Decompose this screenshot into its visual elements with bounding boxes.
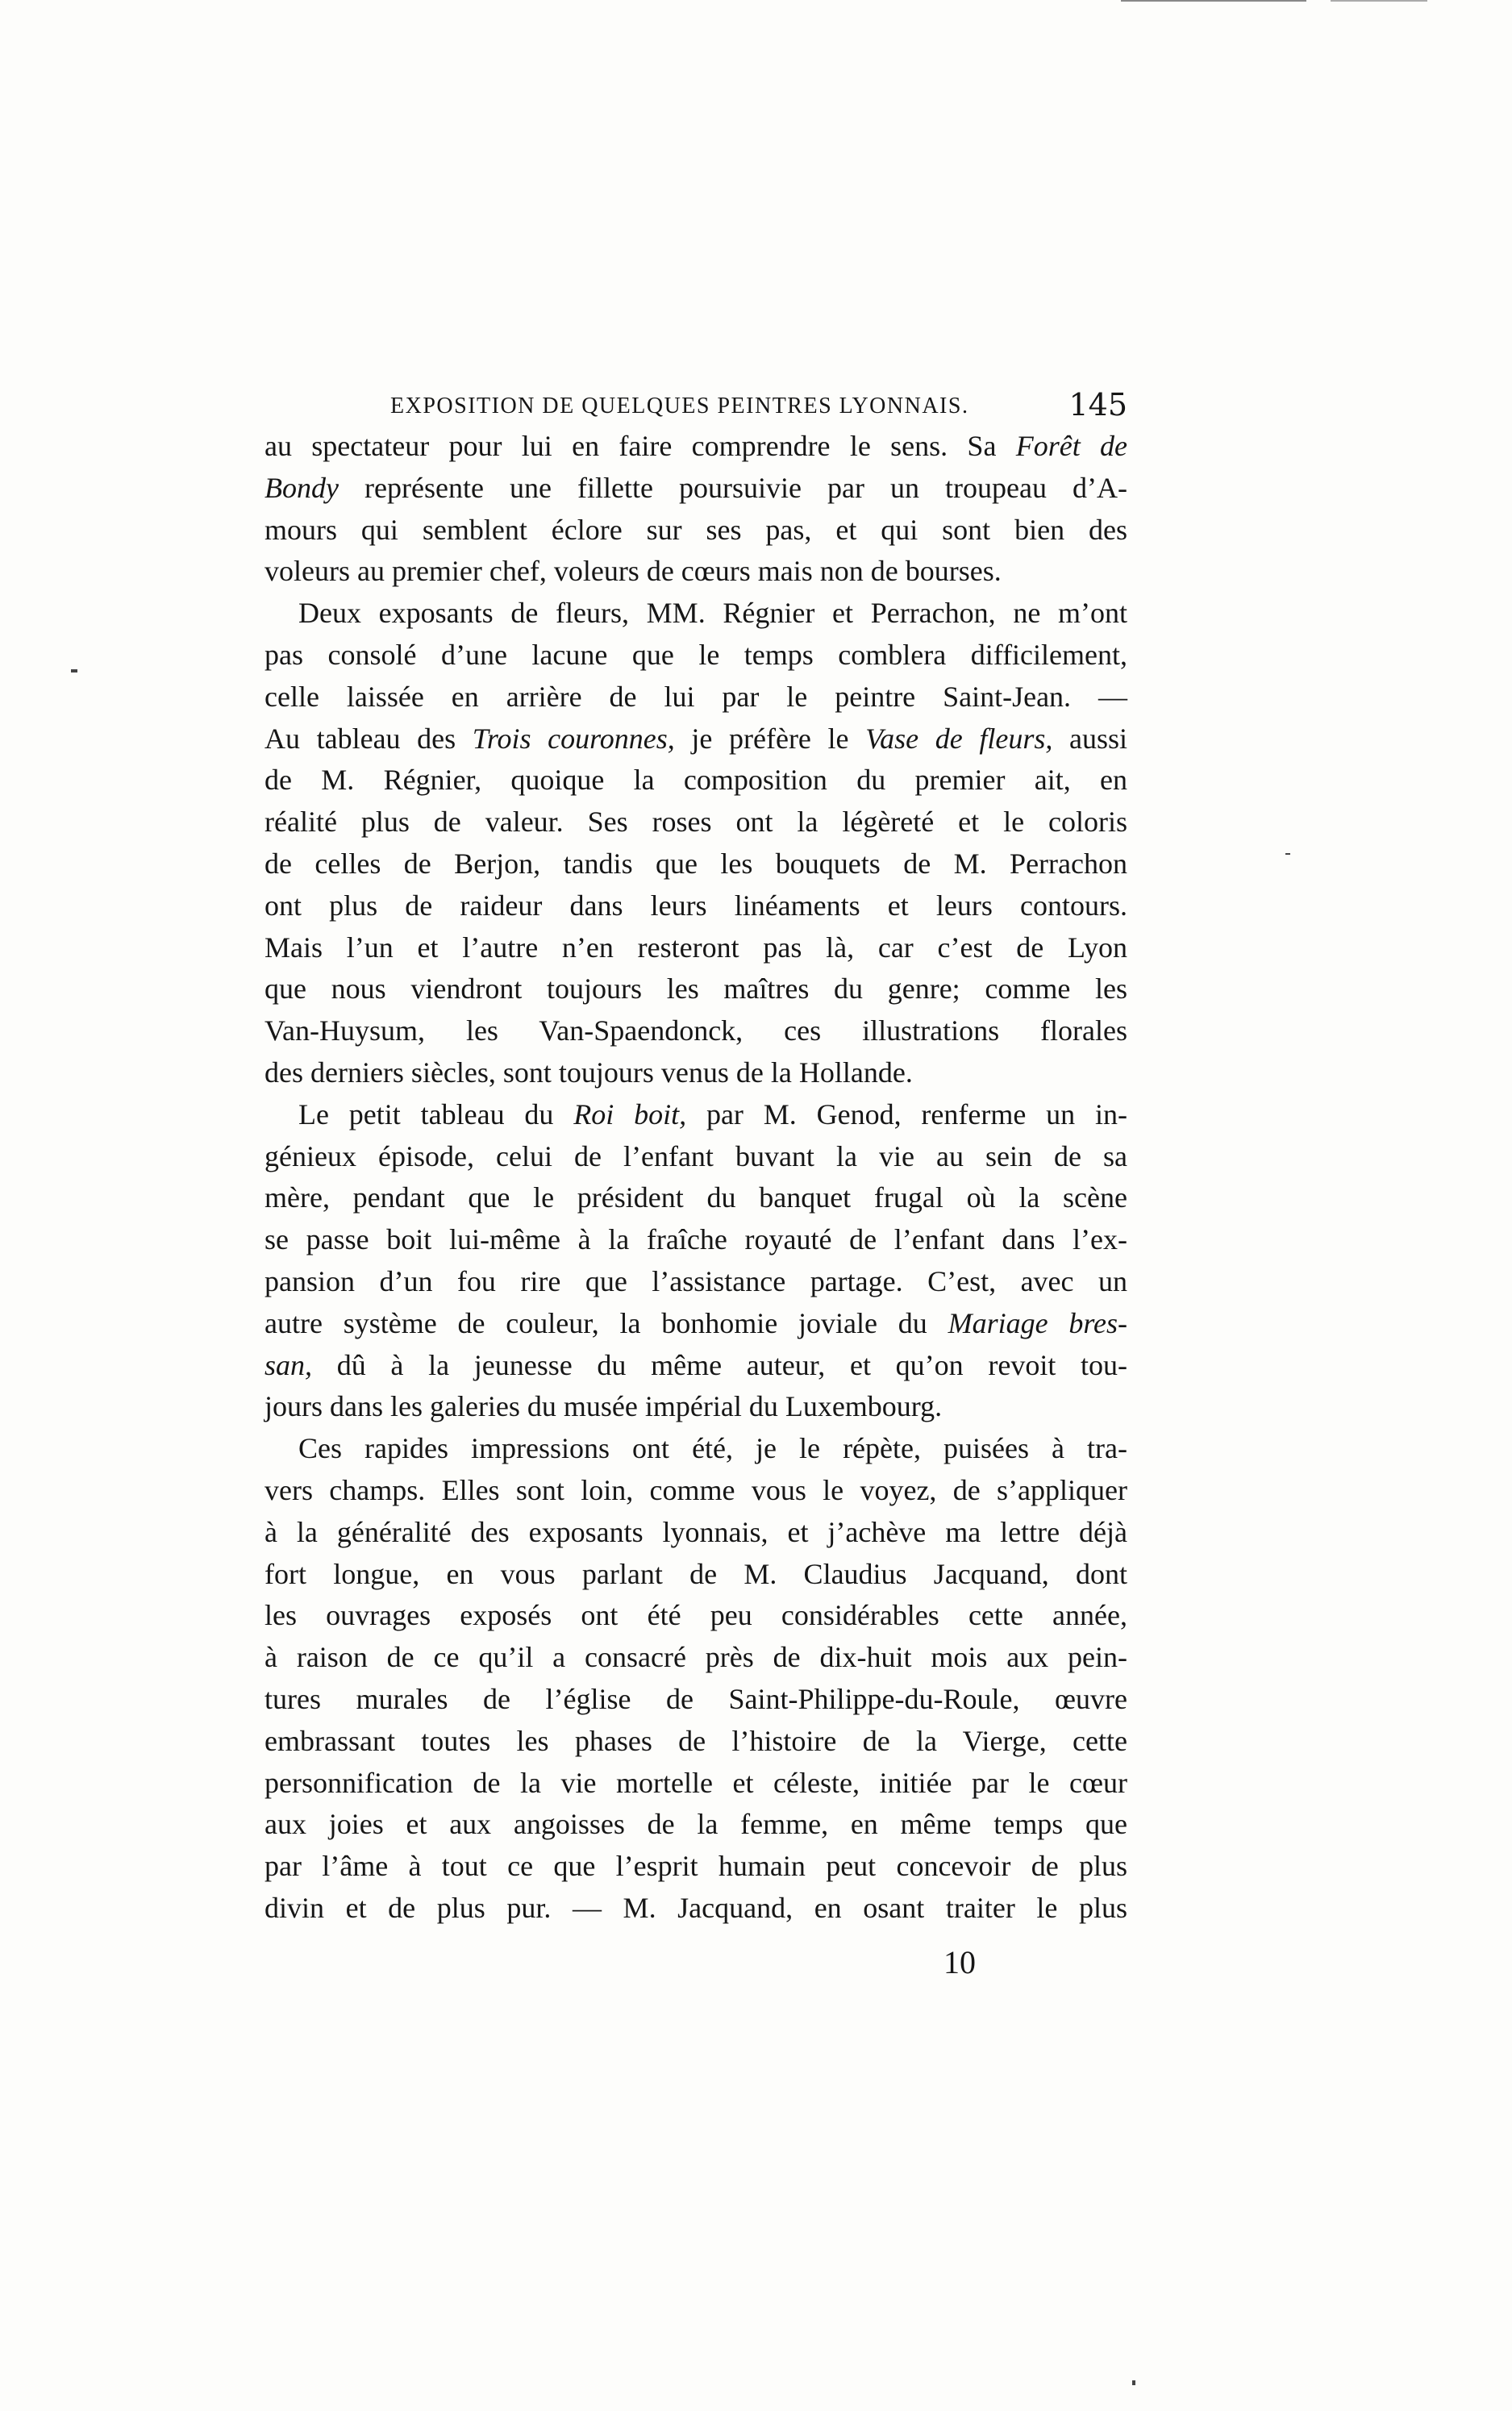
text-line: mours qui semblent éclore sur ses pas, et qui sont bien des — [264, 513, 1127, 546]
text-line: san, dû à la jeunesse du même auteur, et qu’on revoit tou- — [264, 1348, 1128, 1381]
text-line: jours dans les galeries du musée impérial du Luxembourg. — [264, 1390, 943, 1423]
text-line: Au tableau des Trois couronnes, je préfère le Vase de fleurs, aussi — [264, 722, 1127, 755]
text-line: fort longue, en vous parlant de M. Claudius Jacquand, dont — [264, 1557, 1127, 1590]
text-line: Mais l’un et l’autre n’en resteront pas là, car c’est de Lyon — [264, 931, 1127, 964]
running-title: EXPOSITION DE QUELQUES PEINTRES LYONNAIS. — [390, 394, 969, 418]
body-text — [264, 426, 1127, 1930]
text-line: aux joies et aux angoisses de la femme, en même temps que — [264, 1808, 1127, 1841]
text-line: réalité plus de valeur. Ses roses ont la légèreté et le coloris — [264, 806, 1127, 839]
text-line: Le petit tableau du Roi boit, par M. Genod, renferme un in- — [298, 1097, 1127, 1131]
text-line: Bondy représente une fillette poursuivie par un troupeau d’A- — [264, 471, 1127, 504]
text-line: Van-Huysum, les Van-Spaendonck, ces illustrations florales — [264, 1014, 1127, 1047]
ink-speck — [1121, 0, 1306, 2]
text-line: personnification de la vie mortelle et céleste, initiée par le cœur — [264, 1766, 1127, 1799]
ink-speck — [71, 669, 77, 672]
text-line: tures murales de l’église de Saint-Philippe-du-Roule, œuvre — [264, 1682, 1127, 1715]
page-header — [264, 382, 1127, 423]
text-line: au spectateur pour lui en faire comprendre le sens. Sa Forêt de — [264, 430, 1127, 462]
text-line: pas consolé d’une lacune que le temps comblera difficilement, — [264, 638, 1127, 671]
text-line: embrassant toutes les phases de l’histoire de la Vierge, cette — [264, 1724, 1127, 1757]
text-line: les ouvrages exposés ont été peu considérables cette année, — [264, 1599, 1127, 1632]
text-line: voleurs au premier chef, voleurs de cœurs mais non de bourses. — [264, 555, 1002, 588]
signature-mark: 10 — [943, 1944, 976, 1980]
text-line: vers champs. Elles sont loin, comme vous le voyez, de s’appliquer — [264, 1473, 1127, 1506]
text-line: celle laissée en arrière de lui par le peintre Saint-Jean. — — [264, 680, 1127, 713]
text-line: à la généralité des exposants lyonnais, et j’achève ma lettre déjà — [264, 1515, 1127, 1548]
text-line: que nous viendront toujours les maîtres du genre; comme les — [264, 972, 1127, 1006]
page-number: 145 — [1068, 387, 1127, 423]
text-line: se passe boit lui-même à la fraîche royauté de l’enfant dans l’ex- — [264, 1223, 1127, 1256]
text-line: des derniers siècles, sont toujours venus de la Hollande. — [264, 1056, 913, 1089]
ink-speck — [1331, 0, 1427, 2]
text-line: pansion d’un fou rire que l’assistance partage. C’est, avec un — [264, 1264, 1127, 1297]
text-line: ont plus de raideur dans leurs linéaments et leurs contours. — [264, 889, 1127, 922]
ink-speck — [1132, 2380, 1135, 2385]
text-line: mère, pendant que le président du banquet frugal où la scène — [264, 1181, 1127, 1214]
text-line: de M. Régnier, quoique la composition du premier ait, en — [264, 764, 1127, 797]
text-line: autre système de couleur, la bonhomie joviale du Mariage bres- — [264, 1306, 1127, 1339]
text-line: divin et de plus pur. — M. Jacquand, en osant traiter le plus — [264, 1891, 1127, 1924]
text-line: Ces rapides impressions ont été, je le répète, puisées à tra- — [298, 1432, 1127, 1465]
text-line: à raison de ce qu’il a consacré près de dix-huit mois aux pein- — [264, 1641, 1127, 1674]
text-line: de celles de Berjon, tandis que les bouquets de M. Perrachon — [264, 847, 1127, 880]
text-line: génieux épisode, celui de l’enfant buvant la vie au sein de sa — [264, 1139, 1127, 1172]
text-line: par l’âme à tout ce que l’esprit humain peut concevoir de plus — [264, 1850, 1127, 1883]
ink-speck — [1285, 853, 1290, 855]
text-line: Deux exposants de fleurs, MM. Régnier et Perrachon, ne m’ont — [298, 597, 1127, 630]
